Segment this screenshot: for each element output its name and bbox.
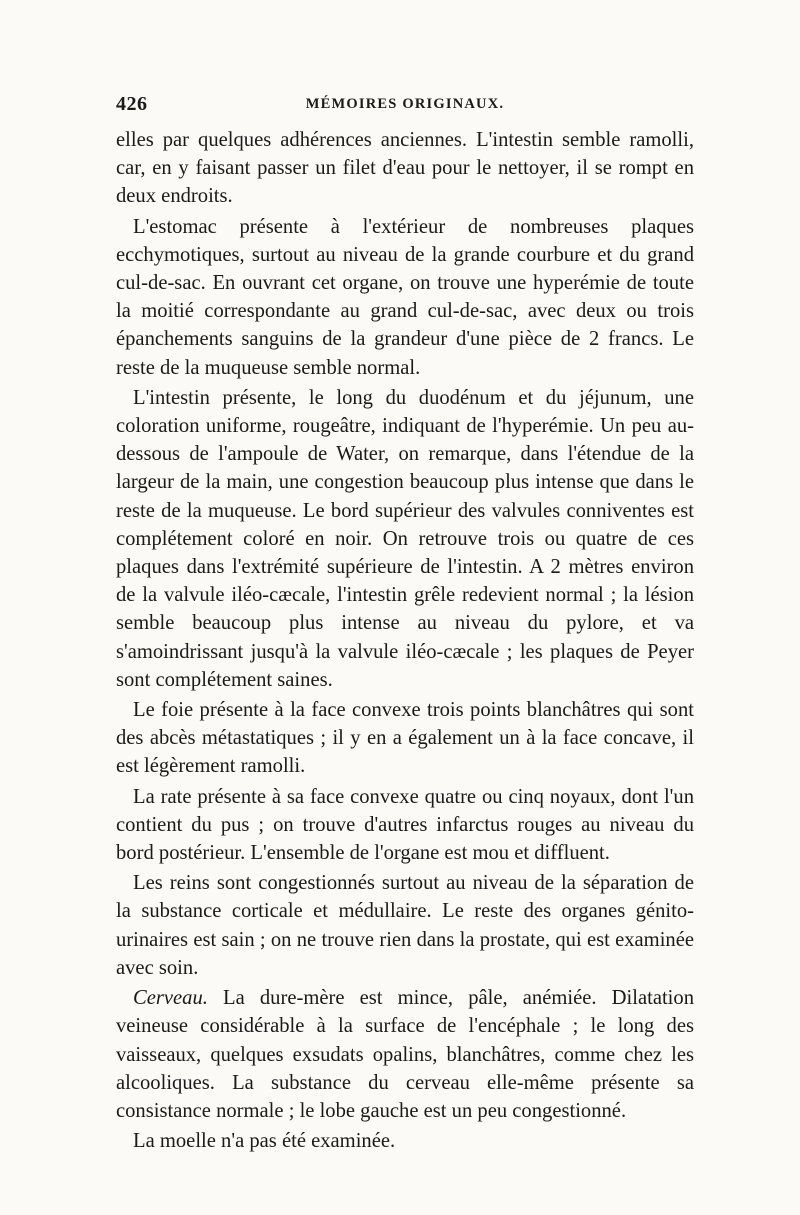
paragraph-foie: Le foie présente à la face convexe trois points blanchâtres qui sont des abcès métastatiques ; il y en a également un à la face concave, il est légèrement ramolli.: [116, 699, 694, 778]
section-lead-cerveau: Cerveau.: [133, 987, 208, 1010]
paragraph-intestin: L'intestin présente, le long du duodénum et du jéjunum, une coloration uniforme, rougeâtre, indiquant de l'hyperémie. Un peu au-dessous de l'ampoule de Water, on remarque, dans l'étendue de la largeur de la main, une congestion beaucoup plus intense que dans le reste de la muqueuse. Le bord supérieur des valvules conniventes est complétement coloré en noir. On retrouve trois ou quatre de ces plaques dans l'extrémité supérieure de l'intestin. A 2 mètres environ de la valvule iléo-cæcale, l'intestin grêle redevient normal ; la lésion semble beaucoup plus intense au niveau du pylore, et va s'amoindrissant jusqu'à la valvule iléo-cæcale ; les plaques de Peyer sont complétement saines.: [116, 386, 694, 691]
paragraph-reins: Les reins sont congestionnés surtout au niveau de la séparation de la substance corticale et médullaire. Le reste des organes génito-urinaires est sain ; on ne trouve rien dans la prostate, qui est examinée avec soin.: [116, 872, 694, 979]
page-header: [116, 93, 694, 123]
paragraph-cerveau: [116, 984, 694, 1125]
paragraph-estomac: L'estomac présente à l'extérieur de nombreuses plaques ecchymotiques, surtout au niveau de la grande courbure et du grand cul-de-sac. En ouvrant cet organe, on trouve une hyperémie de toute la moitié correspondante au grand cul-de-sac, avec deux ou trois épanchements sanguins de la grandeur d'une pièce de 2 francs. Le reste de la muqueuse semble normal.: [116, 215, 694, 379]
paragraph-cerveau-text: La dure-mère est mince, pâle, anémiée. Dilatation veineuse considérable à la surface de l'encéphale ; le long des vaisseaux, quelques exsudats opalins, blanchâtres, comme chez les alcooliques. La substance du cerveau elle-même présente sa consistance normale ; le lobe gauche est un peu congestionné.: [116, 987, 694, 1122]
paragraph-intestin-continuation: elles par quelques adhérences anciennes. L'intestin semble ramolli, car, en y faisant passer un filet d'eau pour le nettoyer, il se rompt en deux endroits.: [116, 129, 694, 208]
body-text: [116, 126, 694, 1155]
running-title: MÉMOIRES ORIGINAUX.: [305, 96, 505, 112]
page-number: 426: [116, 93, 148, 115]
paragraph-moelle: La moelle n'a pas été examinée.: [133, 1130, 396, 1153]
paragraph-rate: La rate présente à sa face convexe quatre ou cinq noyaux, dont l'un contient du pus ; on trouve d'autres infarctus rouges au niveau du bord postérieur. L'ensemble de l'organe est mou et diffluent.: [116, 785, 694, 865]
